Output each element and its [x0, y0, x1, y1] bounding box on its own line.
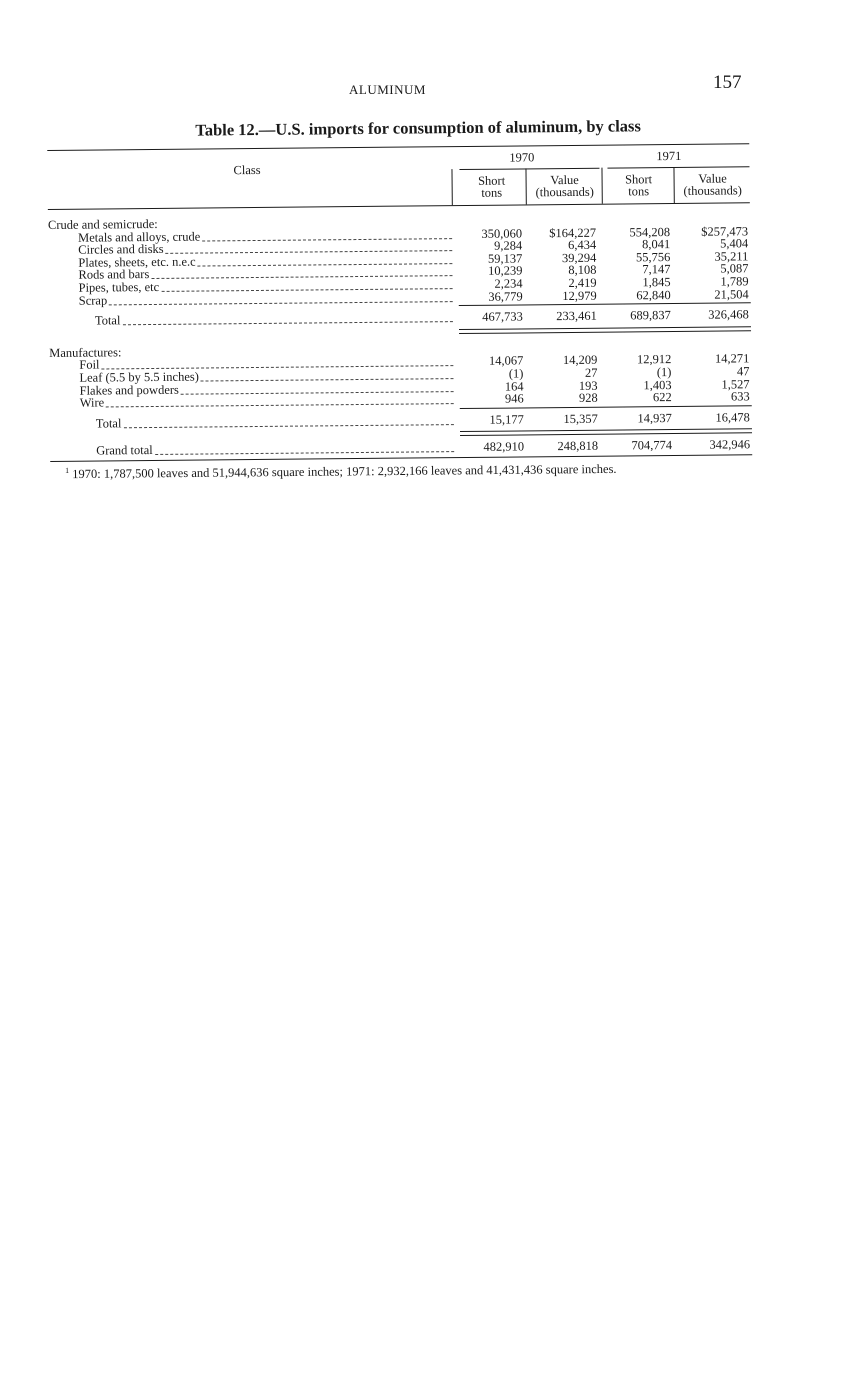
footnote-text: 1970: 1,787,500 leaves and 51,944,636 square inches; 1971: 2,932,166 leaves and 41,431,436 square inches.	[72, 461, 617, 482]
cell-short-tons-1971: 554,208	[629, 224, 671, 240]
cell-value-1970: 2,419	[568, 275, 597, 290]
row-label: Crude and semicrude:	[47, 216, 158, 232]
footnote	[65, 461, 617, 482]
table-header	[47, 144, 750, 209]
row-label: Foil	[79, 357, 100, 373]
cell-value-1970: 248,818	[557, 439, 599, 454]
row-label: Pipes, tubes, etc	[78, 279, 160, 295]
dot-leader	[162, 278, 453, 292]
header-short-tons-1970	[462, 174, 522, 199]
cell-short-tons-1971: 1,845	[642, 274, 671, 290]
cell-value-1971: 633	[730, 389, 750, 404]
header-text: tons	[628, 184, 650, 199]
cell-value-1970: 928	[578, 390, 598, 406]
header-year-1971: 1971	[656, 148, 682, 164]
imports-table	[47, 115, 752, 462]
cell-value-1971: 35,211	[714, 249, 749, 264]
cell-short-tons-1971: 7,147	[642, 262, 671, 277]
cell-value-1971: 342,946	[709, 437, 751, 452]
cell-value-1971: 16,478	[715, 409, 750, 425]
cell-short-tons-1970: 59,137	[487, 251, 523, 266]
row-label: Wire	[79, 395, 105, 410]
cell-short-tons-1971: 14,937	[637, 410, 672, 426]
header-class: Class	[233, 162, 261, 178]
dot-leader	[202, 228, 452, 241]
cell-short-tons-1971: 62,840	[636, 287, 671, 302]
header-text: Short	[477, 173, 506, 188]
header-text: (thousands)	[535, 184, 594, 200]
dot-leader	[123, 311, 453, 325]
cell-value-1970: 8,108	[568, 263, 597, 278]
header-text: Short	[624, 172, 653, 187]
running-head: ALUMINUM	[349, 82, 426, 97]
cell-short-tons-1970: 10,239	[488, 263, 523, 279]
cell-value-1971: 5,404	[720, 236, 749, 251]
cell-short-tons-1970: 482,910	[483, 439, 525, 455]
year-1970-rule	[459, 168, 599, 170]
header-divider	[601, 168, 602, 204]
dot-leader	[200, 368, 453, 381]
footnote-marker: 1	[65, 465, 70, 475]
header-text: Value	[698, 171, 727, 186]
cell-short-tons-1970: 14,067	[488, 353, 524, 369]
dot-leader	[124, 414, 454, 428]
cell-short-tons-1970: 36,779	[488, 289, 523, 304]
cell-short-tons-1970: 9,284	[494, 238, 523, 253]
cell-value-1970: 14,209	[562, 353, 598, 368]
cell-short-tons-1970: (1)	[508, 366, 524, 381]
dot-leader	[197, 253, 452, 266]
row-label: Rods and bars	[78, 267, 150, 283]
row-label: Grand total	[96, 443, 153, 458]
dot-leader	[155, 441, 454, 455]
row-label: Scrap	[78, 292, 108, 308]
dot-leader	[151, 265, 452, 279]
header-year-1970: 1970	[509, 150, 535, 165]
cell-short-tons-1971: 704,774	[631, 438, 673, 453]
row-label: Flakes and powders	[79, 382, 179, 398]
row-label: Plates, sheets, etc. n.e.c	[78, 254, 196, 270]
cell-short-tons-1971: 55,756	[635, 249, 671, 265]
row-label: Manufactures:	[49, 345, 122, 360]
cell-value-1971: 1,789	[720, 274, 749, 289]
cell-value-1971: 21,504	[714, 286, 749, 302]
cell-short-tons-1970: 2,234	[494, 276, 523, 291]
header-value-1970	[528, 174, 602, 199]
header-value-1971	[676, 172, 750, 197]
cell-short-tons-1970: 164	[504, 378, 524, 394]
cell-value-1970: 15,357	[563, 411, 598, 426]
cell-value-1970: 233,461	[556, 308, 597, 324]
cell-short-tons-1971: 12,912	[636, 352, 672, 367]
cell-value-1971: 1,527	[721, 376, 750, 392]
row-label: Circles and disks	[78, 242, 164, 257]
cell-value-1971: 326,468	[708, 307, 749, 322]
header-text: tons	[481, 185, 503, 200]
cell-value-1971: 14,271	[714, 351, 750, 366]
cell-value-1970: 12,979	[562, 288, 597, 303]
cell-short-tons-1970: 15,177	[489, 412, 524, 427]
cell-short-tons-1971: 622	[652, 390, 672, 405]
dot-leader	[165, 240, 452, 254]
year-1971-rule	[607, 166, 749, 168]
header-short-tons-1971	[608, 173, 670, 198]
cell-value-1970: 6,434	[568, 237, 597, 253]
cell-short-tons-1970: 467,733	[482, 309, 523, 324]
dot-leader	[181, 381, 454, 395]
header-divider	[451, 169, 452, 205]
page-number: 157	[713, 72, 742, 93]
cell-short-tons-1970: 946	[504, 391, 524, 406]
row-label: Total	[94, 313, 121, 328]
cell-short-tons-1970: 350,060	[481, 226, 523, 241]
header-text: Value	[550, 172, 579, 188]
row-label: Leaf (5.5 by 5.5 inches)	[79, 369, 199, 385]
cell-value-1971: 47	[736, 364, 750, 379]
cell-value-1970: 193	[578, 378, 598, 393]
cell-value-1970: 39,294	[561, 250, 597, 265]
cell-short-tons-1971: 1,403	[643, 377, 672, 392]
cell-short-tons-1971: 8,041	[642, 237, 671, 252]
table-body	[48, 212, 752, 462]
cell-value-1971: $257,473	[701, 223, 749, 239]
cell-value-1971: 5,087	[720, 261, 749, 276]
row-label: Metals and alloys, crude	[78, 229, 201, 245]
header-text: (thousands)	[683, 183, 742, 198]
cell-value-1970: $164,227	[549, 225, 597, 240]
row-label: Total	[95, 416, 122, 431]
cell-short-tons-1971: 689,837	[630, 308, 671, 323]
cell-value-1970: 27	[584, 365, 598, 380]
cell-short-tons-1971: (1)	[656, 364, 672, 380]
table-title: Table 12.—U.S. imports for consumption of aluminum, by class	[195, 116, 641, 140]
